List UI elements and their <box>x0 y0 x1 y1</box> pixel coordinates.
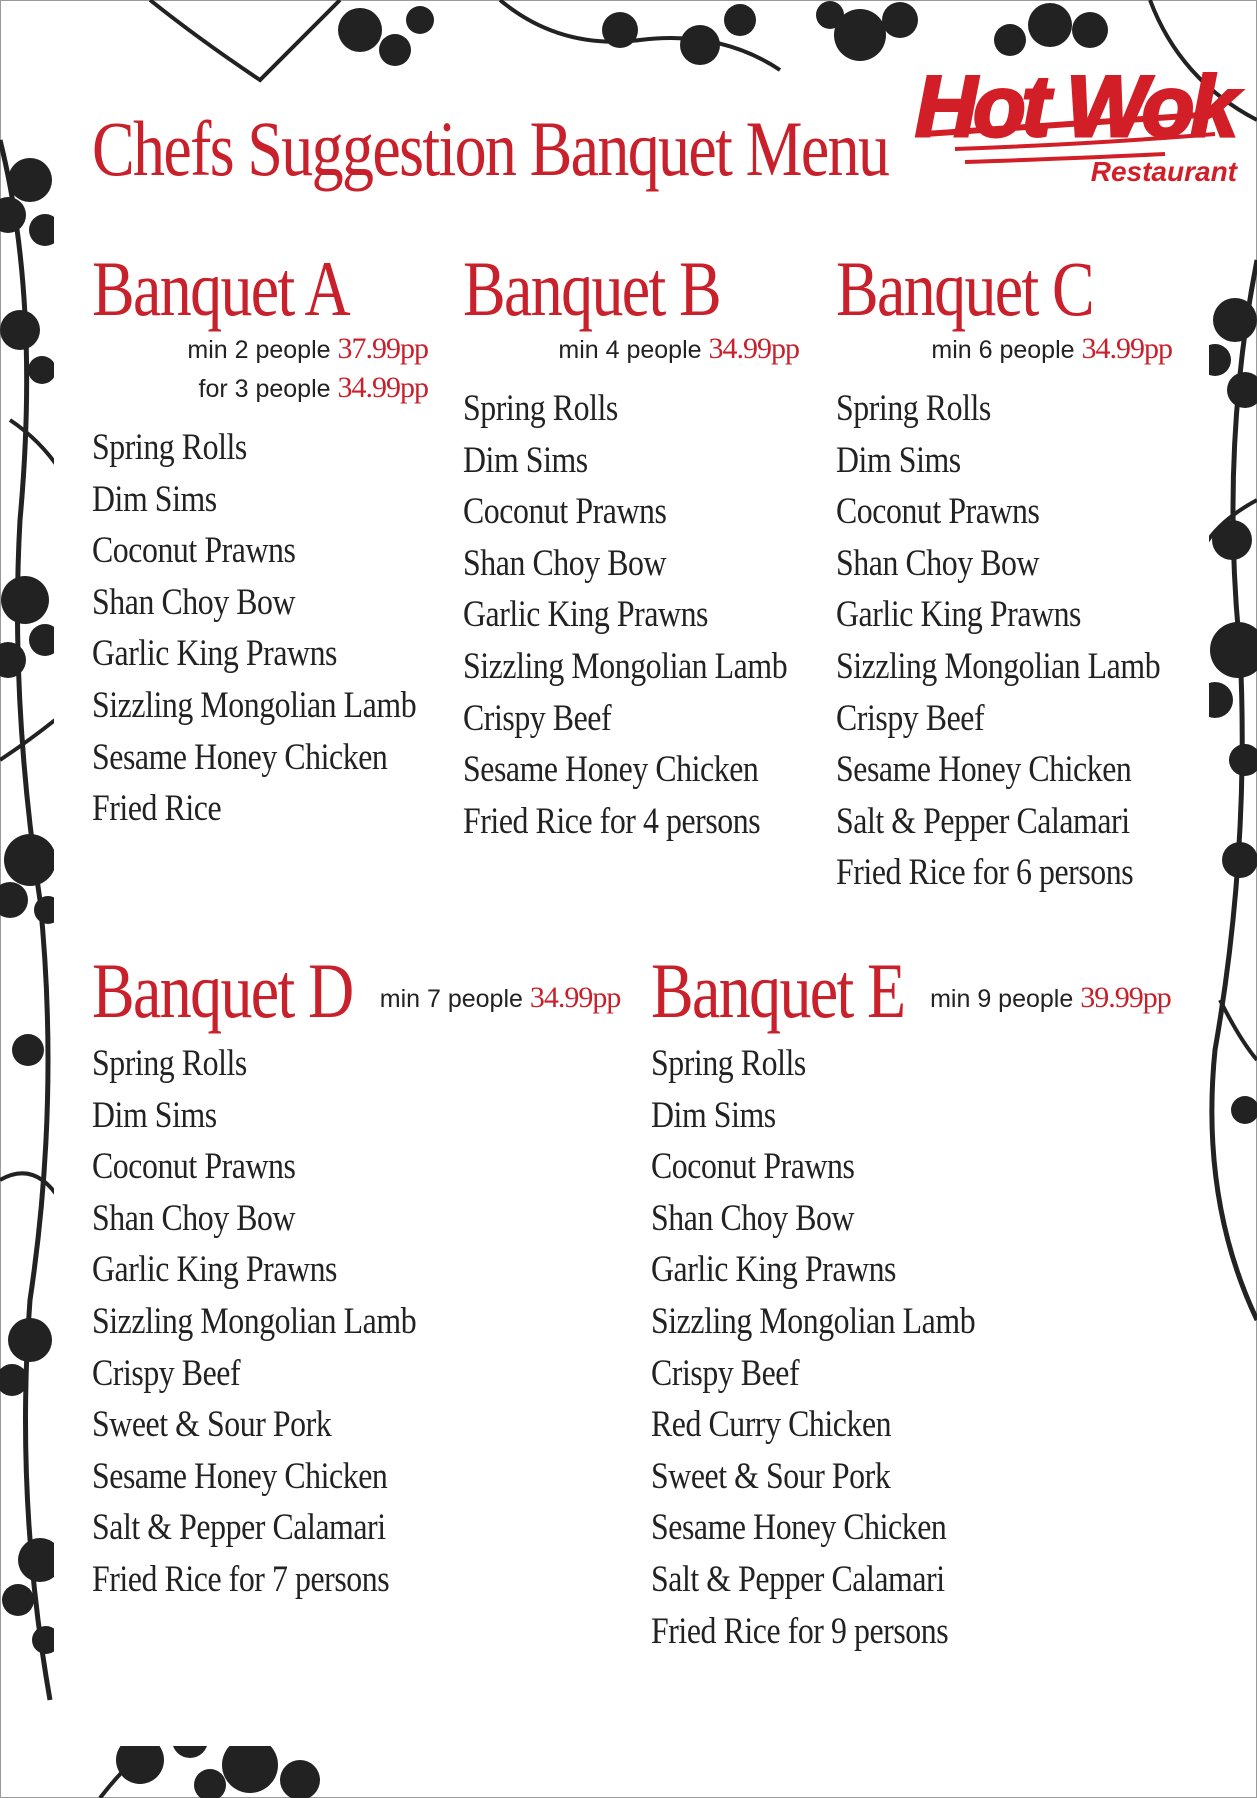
list-item: Dim Sims <box>836 439 961 481</box>
list-item: Fried Rice for 7 persons <box>92 1558 390 1600</box>
dish-list <box>92 1038 612 1606</box>
banquet-header <box>651 947 1181 1034</box>
list-item: Garlic King Prawns <box>836 594 1082 636</box>
price-label: for 3 people <box>198 375 331 403</box>
dish-list <box>463 383 799 847</box>
banquet-name: Banquet D <box>92 947 353 1034</box>
banquet-name: Banquet C <box>836 245 1094 332</box>
list-item: Crispy Beef <box>463 697 612 739</box>
banquet-name: Banquet A <box>92 245 350 332</box>
price-value: 34.99pp <box>708 332 799 365</box>
price-label: min 9 people <box>930 985 1074 1013</box>
list-item: Coconut Prawns <box>463 491 667 533</box>
list-item: Sweet & Sour Pork <box>651 1455 891 1497</box>
dish-list <box>836 383 1172 899</box>
list-item: Fried Rice for 6 persons <box>836 852 1134 894</box>
dish-list <box>92 422 428 835</box>
banquet-e <box>651 947 1181 1657</box>
list-item: Shan Choy Bow <box>651 1197 855 1239</box>
restaurant-logo <box>915 54 1245 194</box>
price-line <box>930 979 1171 1018</box>
list-item: Dim Sims <box>92 478 217 520</box>
list-item: Crispy Beef <box>836 697 985 739</box>
logo-subtitle: Restaurant <box>1090 156 1237 187</box>
list-item: Spring Rolls <box>463 388 618 429</box>
list-item: Sesame Honey Chicken <box>651 1507 947 1549</box>
list-item: Sesame Honey Chicken <box>463 749 759 791</box>
list-item: Sesame Honey Chicken <box>92 1455 388 1497</box>
price-value: 34.99pp <box>337 371 428 404</box>
price-line <box>92 369 428 408</box>
list-item: Sesame Honey Chicken <box>92 736 388 778</box>
price-line <box>463 330 799 369</box>
list-item: Spring Rolls <box>836 388 991 429</box>
price-value: 37.99pp <box>337 332 428 365</box>
list-item: Salt & Pepper Calamari <box>92 1507 386 1549</box>
list-item: Crispy Beef <box>651 1352 800 1394</box>
list-item: Fried Rice for 4 persons <box>463 800 761 842</box>
price-line <box>836 330 1172 369</box>
price-value: 39.99pp <box>1080 981 1171 1014</box>
banquet-c <box>836 245 1172 899</box>
price-line <box>380 979 621 1018</box>
list-item: Spring Rolls <box>651 1043 806 1084</box>
list-item: Fried Rice for 9 persons <box>651 1610 949 1652</box>
banquet-name: Banquet B <box>463 245 721 332</box>
banquet-a <box>92 245 428 835</box>
price-label: min 7 people <box>379 985 523 1013</box>
list-item: Crispy Beef <box>92 1352 241 1394</box>
list-item: Sizzling Mongolian Lamb <box>651 1300 976 1342</box>
list-item: Coconut Prawns <box>836 491 1040 533</box>
banquet-b <box>463 245 799 847</box>
price-line <box>92 330 428 369</box>
banquet-name: Banquet E <box>651 947 905 1034</box>
logo-text: Hot Wok <box>915 59 1235 155</box>
price-label: min 6 people <box>931 336 1075 364</box>
list-item: Sizzling Mongolian Lamb <box>92 1300 417 1342</box>
list-item: Fried Rice <box>92 788 222 830</box>
list-item: Dim Sims <box>651 1094 776 1136</box>
list-item: Salt & Pepper Calamari <box>836 800 1130 842</box>
list-item: Sizzling Mongolian Lamb <box>463 645 788 687</box>
list-item: Garlic King Prawns <box>651 1249 897 1291</box>
list-item: Sweet & Sour Pork <box>92 1404 332 1446</box>
list-item: Salt & Pepper Calamari <box>651 1558 945 1600</box>
list-item: Sesame Honey Chicken <box>836 749 1132 791</box>
page-title: Chefs Suggestion Banquet Menu <box>92 105 889 192</box>
list-item: Sizzling Mongolian Lamb <box>92 684 417 726</box>
list-item: Garlic King Prawns <box>92 633 338 675</box>
price-value: 34.99pp <box>1081 332 1172 365</box>
banquet-header <box>92 947 621 1034</box>
price-value: 34.99pp <box>529 981 621 1014</box>
list-item: Dim Sims <box>463 439 588 481</box>
price-label: min 2 people <box>187 336 331 364</box>
list-item: Shan Choy Bow <box>92 581 296 623</box>
list-item: Shan Choy Bow <box>92 1197 296 1239</box>
list-item: Shan Choy Bow <box>463 542 667 584</box>
list-item: Spring Rolls <box>92 1043 247 1084</box>
dish-list <box>651 1038 1181 1657</box>
list-item: Shan Choy Bow <box>836 542 1040 584</box>
list-item: Spring Rolls <box>92 427 247 468</box>
list-item: Red Curry Chicken <box>651 1404 892 1446</box>
list-item: Coconut Prawns <box>651 1146 855 1188</box>
list-item: Garlic King Prawns <box>92 1249 338 1291</box>
price-label: min 4 people <box>558 336 702 364</box>
list-item: Coconut Prawns <box>92 530 296 572</box>
banquet-d <box>92 947 621 1606</box>
list-item: Sizzling Mongolian Lamb <box>836 645 1161 687</box>
list-item: Coconut Prawns <box>92 1146 296 1188</box>
list-item: Garlic King Prawns <box>463 594 709 636</box>
list-item: Dim Sims <box>92 1094 217 1136</box>
